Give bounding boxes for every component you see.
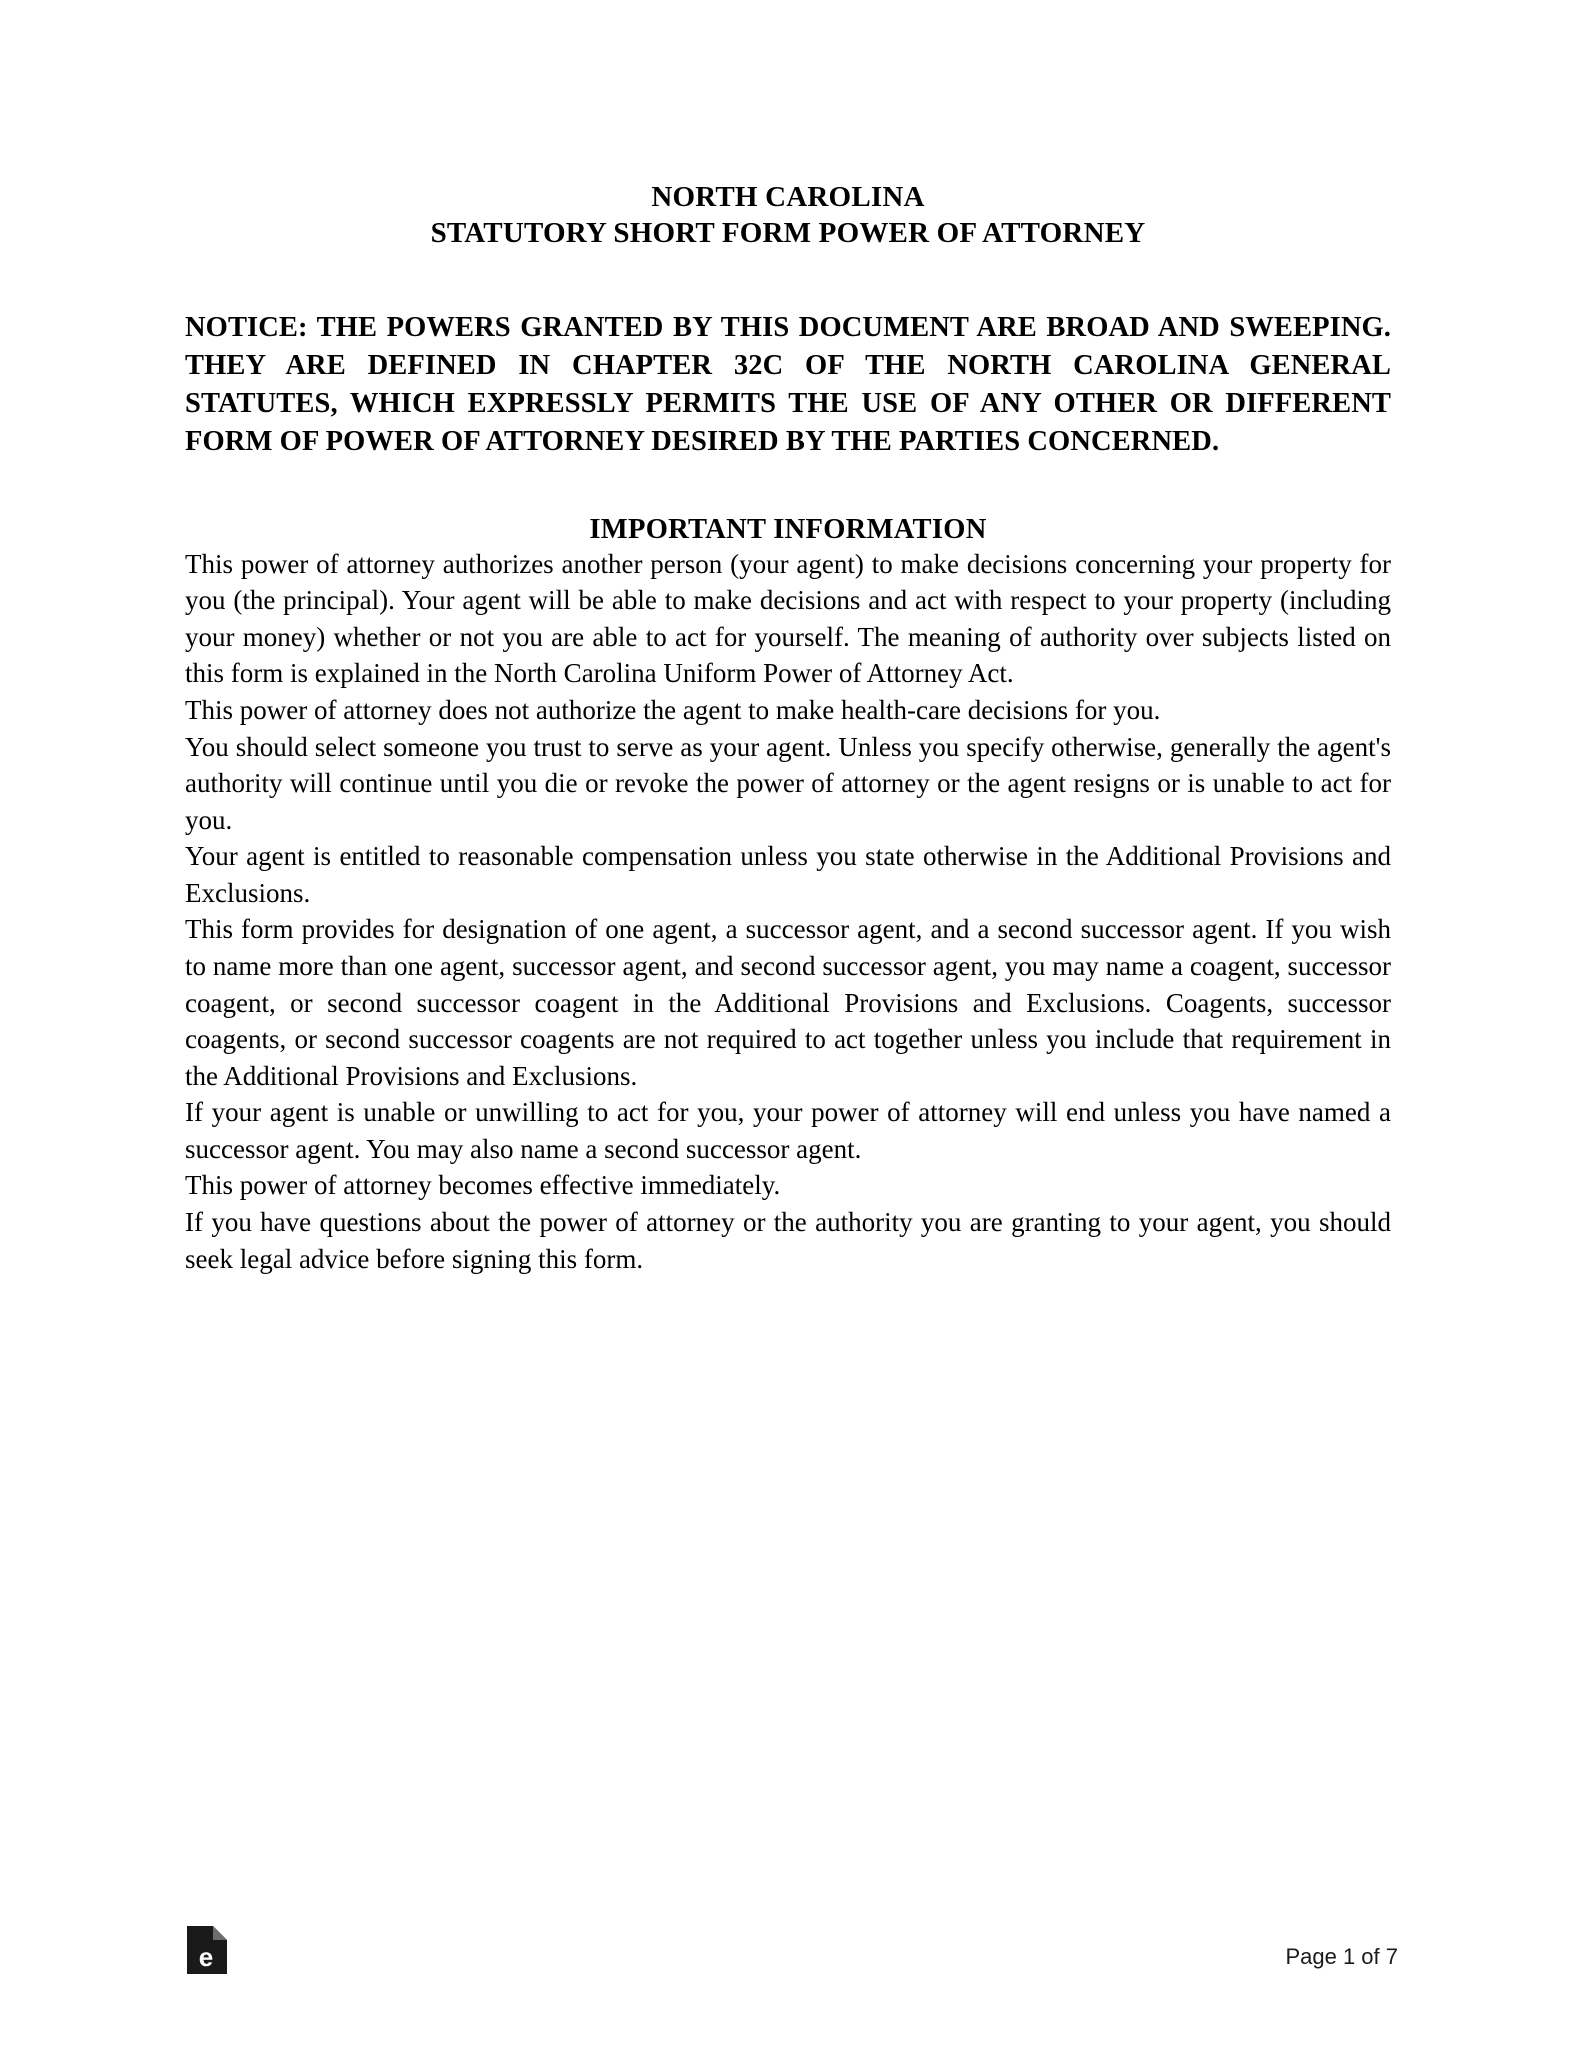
- paragraph-authorizes-agent: This power of attorney authorizes another person (your agent) to make decisions concerning your property for you (the principal). Your agent will be able to make decisions and act with respect to your property (including your money) whether or not you are able to act for yourself. The meaning of authority over subjects listed on this form is explained in the North Carolina Uniform Power of Attorney Act.: [185, 548, 1391, 689]
- paragraph-seek-legal-advice: If you have questions about the power of attorney or the authority you are granting to your agent, you should seek legal advice before signing this form.: [185, 1207, 1391, 1274]
- paragraph-reasonable-compensation: Your agent is entitled to reasonable compensation unless you state otherwise in the Additional Provisions and Exclusions.: [185, 841, 1391, 908]
- document-title: [185, 180, 1391, 252]
- paragraph-successor-agent: If your agent is unable or unwilling to act for you, your power of attorney will end unless you have named a successor agent. You may also name a second successor agent.: [185, 1097, 1391, 1164]
- title-line-state: NORTH CAROLINA: [651, 181, 925, 213]
- page-number-label: Page 1 of 7: [1285, 1944, 1398, 1969]
- notice-block: NOTICE: THE POWERS GRANTED BY THIS DOCUMENT ARE BROAD AND SWEEPING. THEY ARE DEFINED IN CHAPTER 32C OF THE NORTH CAROLINA GENERAL STATUTES, WHICH EXPRESSLY PERMITS THE USE OF ANY OTHER OR DIFFERENT FORM OF POWER OF ATTORNEY DESIRED BY THE PARTIES CONCERNED.: [185, 311, 1391, 458]
- paragraph-effective-immediately: This power of attorney becomes effective immediately.: [185, 1170, 781, 1201]
- paragraph-no-health-care: This power of attorney does not authorize the agent to make health-care decisions for you.: [185, 694, 1161, 725]
- title-line-form: STATUTORY SHORT FORM POWER OF ATTORNEY: [430, 216, 1146, 249]
- document-body: [185, 180, 1391, 1277]
- paragraph-select-trusted-agent: You should select someone you trust to serve as your agent. Unless you specify otherwise, generally the agent's authority will continue until you die or revoke the power of attorney or the agent resigns or is unable to act for you.: [185, 731, 1391, 835]
- eforms-document-icon: [185, 1924, 229, 1976]
- section-heading-important-information: IMPORTANT INFORMATION: [589, 513, 987, 545]
- page-footer: [185, 1924, 1398, 1970]
- paragraph-designation-of-agents: This form provides for designation of one agent, a successor agent, and a second successor agent. If you wish to name more than one agent, successor agent, and second successor agent, you may name a coagent, successor coagent, or second successor coagent in the Additional Provisions and Exclusions. Coagents, successor coagents, or second successor coagents are not required to act together unless you include that requirement in the Additional Provisions and Exclusions.: [185, 914, 1391, 1091]
- svg-text:e: e: [198, 1942, 214, 1972]
